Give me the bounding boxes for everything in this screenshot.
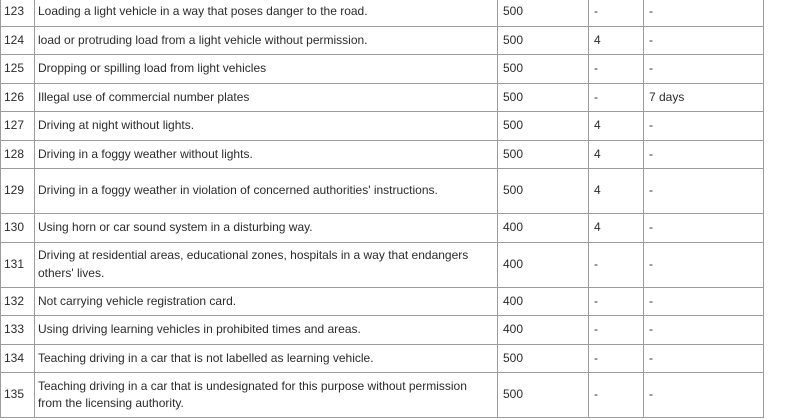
table-row: [1, 316, 764, 345]
violation-description: Teaching driving in a car that is undesignated for this purpose without permission from the licensing authority.: [35, 373, 498, 418]
black-points: -: [589, 0, 644, 26]
impound-days: -: [644, 287, 764, 316]
violation-number: 129: [1, 169, 35, 214]
black-points: -: [589, 83, 644, 112]
violation-number: 126: [1, 83, 35, 112]
fine-amount: 500: [498, 0, 589, 26]
black-points: -: [589, 344, 644, 373]
impound-days: -: [644, 26, 764, 55]
black-points: 4: [589, 169, 644, 214]
violation-description: Teaching driving in a car that is not labelled as learning vehicle.: [35, 344, 498, 373]
table-row: [1, 344, 764, 373]
fine-amount: 400: [498, 214, 589, 243]
violation-number: 133: [1, 316, 35, 345]
impound-days: -: [644, 344, 764, 373]
black-points: -: [589, 316, 644, 345]
table-row: [1, 55, 764, 84]
fine-amount: 500: [498, 373, 589, 418]
violation-number: 125: [1, 55, 35, 84]
impound-days: -: [644, 112, 764, 141]
black-points: -: [589, 55, 644, 84]
fine-amount: 500: [498, 83, 589, 112]
impound-days: -: [644, 242, 764, 287]
impound-days: -: [644, 214, 764, 243]
impound-days: -: [644, 0, 764, 26]
table-row: [1, 26, 764, 55]
violation-number: 124: [1, 26, 35, 55]
black-points: 4: [589, 214, 644, 243]
table-row: [1, 214, 764, 243]
fine-amount: 500: [498, 169, 589, 214]
violation-description: Driving at night without lights.: [35, 112, 498, 141]
violation-description: Driving at residential areas, educational zones, hospitals in a way that endangers others' lives.: [35, 242, 498, 287]
violation-number: 134: [1, 344, 35, 373]
black-points: -: [589, 373, 644, 418]
violation-number: 128: [1, 140, 35, 169]
violation-description: Using horn or car sound system in a disturbing way.: [35, 214, 498, 243]
violation-description: Dropping or spilling load from light vehicles: [35, 55, 498, 84]
fine-amount: 500: [498, 344, 589, 373]
black-points: -: [589, 287, 644, 316]
violation-number: 130: [1, 214, 35, 243]
impound-days: -: [644, 169, 764, 214]
violation-number: 127: [1, 112, 35, 141]
table-row: [1, 140, 764, 169]
table-row: [1, 112, 764, 141]
fine-amount: 400: [498, 242, 589, 287]
violation-description: Illegal use of commercial number plates: [35, 83, 498, 112]
table-row: [1, 0, 764, 26]
fine-amount: 400: [498, 316, 589, 345]
violation-number: 131: [1, 242, 35, 287]
violation-number: 135: [1, 373, 35, 418]
table-row: [1, 242, 764, 287]
fine-amount: 500: [498, 55, 589, 84]
fine-amount: 500: [498, 140, 589, 169]
table-row: [1, 169, 764, 214]
violation-description: Driving in a foggy weather without lights.: [35, 140, 498, 169]
impound-days: -: [644, 140, 764, 169]
violation-description: Not carrying vehicle registration card.: [35, 287, 498, 316]
black-points: 4: [589, 140, 644, 169]
violation-number: 123: [1, 0, 35, 26]
violation-number: 132: [1, 287, 35, 316]
fine-amount: 400: [498, 287, 589, 316]
table-row: [1, 83, 764, 112]
impound-days: -: [644, 316, 764, 345]
fine-amount: 500: [498, 112, 589, 141]
black-points: -: [589, 242, 644, 287]
fine-amount: 500: [498, 26, 589, 55]
black-points: 4: [589, 112, 644, 141]
table-row: [1, 287, 764, 316]
black-points: 4: [589, 26, 644, 55]
violation-description: Driving in a foggy weather in violation of concerned authorities' instructions.: [35, 169, 498, 214]
impound-days: -: [644, 373, 764, 418]
violation-description: load or protruding load from a light vehicle without permission.: [35, 26, 498, 55]
violation-description: Using driving learning vehicles in prohibited times and areas.: [35, 316, 498, 345]
impound-days: -: [644, 55, 764, 84]
violation-description: Loading a light vehicle in a way that poses danger to the road.: [35, 0, 498, 26]
impound-days: 7 days: [644, 83, 764, 112]
table-row: [1, 373, 764, 418]
